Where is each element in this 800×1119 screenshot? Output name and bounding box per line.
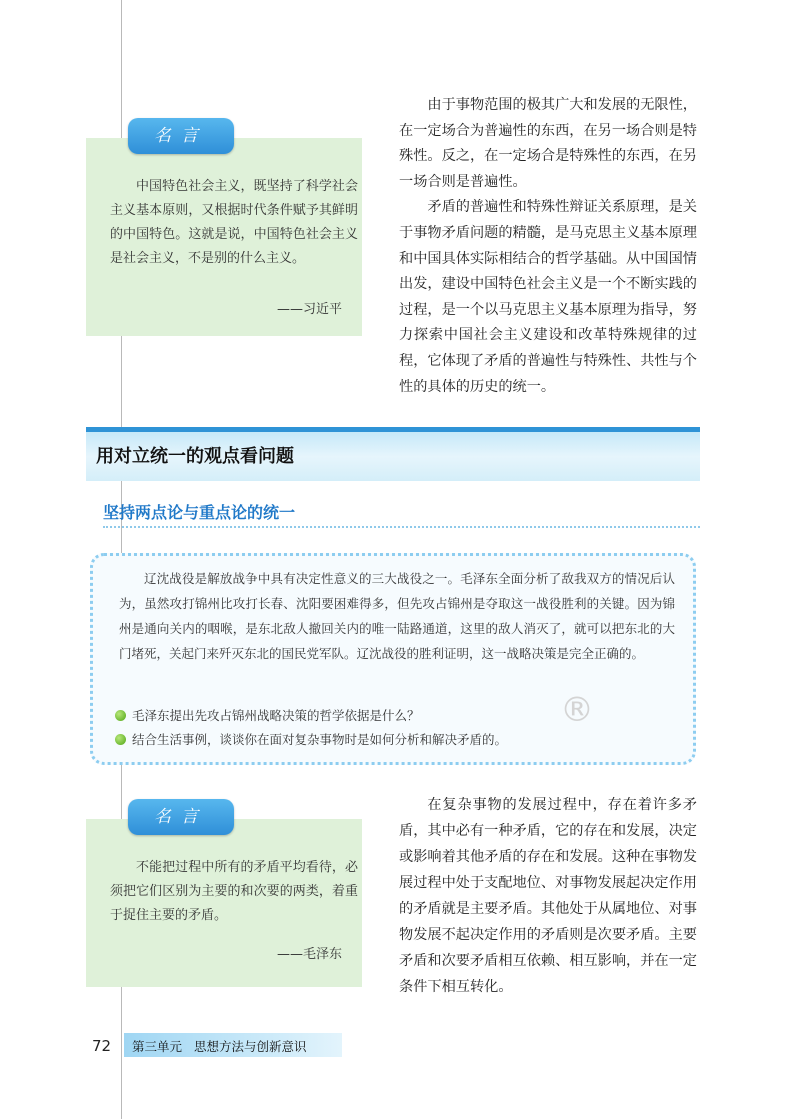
- subsection-divider: [103, 526, 700, 528]
- section-heading-bar: [86, 427, 700, 481]
- subsection-title: 坚持两点论与重点论的统一: [103, 503, 296, 522]
- case-text: 辽沈战役是解放战争中具有决定性意义的三大战役之一。毛泽东全面分析了敌我双方的情况后认为，虽然攻打锦州比攻打长春、沈阳要困难得多，但先攻占锦州是夺取这一战役胜利的关键。因为锦州是通向关内的咽喉，是东北敌人撤回关内的唯一陆路通道，这里的敌人消灭了，就可以把东北的大门堵死，关起门来歼灭东北的国民党军队。辽沈战役的胜利证明，这一战略决策是完全正确的。: [119, 571, 675, 661]
- quote-box-mao-zedong: [86, 807, 362, 987]
- bullet-icon: [115, 734, 126, 745]
- registered-watermark-icon: ®: [560, 690, 594, 730]
- section-title: 用对立统一的观点看问题: [96, 446, 294, 467]
- case-study-box: [90, 553, 696, 765]
- body-text-top: [399, 93, 697, 400]
- question-text: 结合生活事例，谈谈你在面对复杂事物时是如何分析和解决矛盾的。: [132, 732, 508, 747]
- question-item: [115, 730, 507, 748]
- quote-author: ——习近平: [276, 302, 342, 317]
- page-number: 72: [92, 1037, 112, 1055]
- quote-text: 中国特色社会主义，既坚持了科学社会主义基本原则，又根据时代条件赋予其鲜明的中国特色。这就是说，中国特色社会主义是社会主义，不是别的什么主义。: [110, 179, 358, 266]
- section-bar-accent: [86, 427, 700, 432]
- paragraph: 由于事物范围的极其广大和发展的无限性，在一定场合为普遍性的东西，在另一场合则是特殊性。反之，在一定场合是特殊性的东西，在另一场合则是普遍性。: [399, 97, 697, 190]
- quote-text: 不能把过程中所有的矛盾平均看待，必须把它们区别为主要的和次要的两类，着重于捉住主要的矛盾。: [110, 860, 358, 923]
- quote-tab: 名言: [128, 118, 234, 154]
- quote-box-xi-jinping: [86, 126, 362, 336]
- question-item: [115, 706, 420, 724]
- quote-author: ——毛泽东: [276, 947, 342, 962]
- paragraph: 在复杂事物的发展过程中，存在着许多矛盾，其中必有一种矛盾，它的存在和发展，决定或影响着其他矛盾的存在和发展。这种在事物发展过程中处于支配地位、对事物发展起决定作用的矛盾就是主要矛盾。其他处于从属地位、对事物发展不起决定作用的矛盾则是次要矛盾。主要矛盾和次要矛盾相互依赖、相互影响，并在一定条件下相互转化。: [399, 797, 697, 995]
- quote-tab: 名言: [128, 799, 234, 835]
- paragraph: 矛盾的普遍性和特殊性辩证关系原理，是关于事物矛盾问题的精髓，是马克思主义基本原理和中国具体实际相结合的哲学基础。从中国国情出发，建设中国特色社会主义是一个不断实践的过程，是一个以马克思主义基本原理为指导，努力探索中国社会主义建设和改革特殊规律的过程，它体现了矛盾的普遍性与特殊性、共性与个性的具体的历史的统一。: [399, 199, 697, 395]
- bullet-icon: [115, 710, 126, 721]
- question-text: 毛泽东提出先攻占锦州战略决策的哲学依据是什么？: [132, 708, 420, 723]
- footer-unit-bar: [124, 1033, 342, 1057]
- unit-label: 第三单元 思想方法与创新意识: [132, 1039, 307, 1054]
- body-text-bottom: [399, 792, 697, 1000]
